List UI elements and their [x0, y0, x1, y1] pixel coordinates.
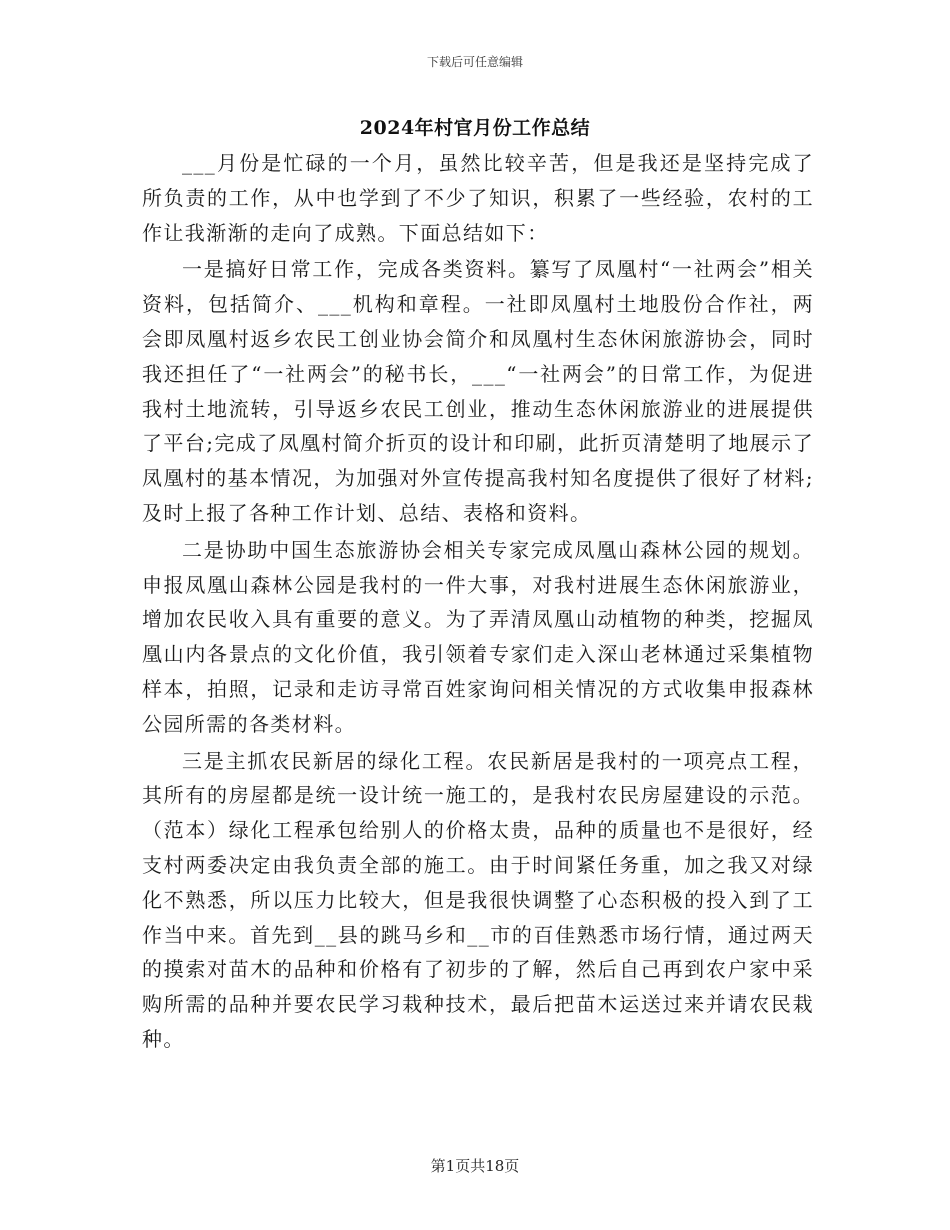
paragraph-item-1: 一是搞好日常工作，完成各类资料。纂写了凤凰村“一社两会”相关资料，包括简介、___机构和章程。一社即凤凰村土地股份合作社，两会即凤凰村返乡农民工创业协会简介和凤凰村生态休闲旅游协会，同时我还担任了“一社两会”的秘书长，___“一社两会”的日常工作，为促进我村土地流转，引导返乡农民工创业，推动生态休闲旅游业的进展提供了平台;完成了凤凰村简介折页的设计和印刷，此折页清楚明了地展示了凤凰村的基本情况，为加强对外宣传提高我村知名度提供了很好了材料;及时上报了各种工作计划、总结、表格和资料。 — [142, 257, 814, 525]
paragraph-item-3: 三是主抓农民新居的绿化工程。农民新居是我村的一项亮点工程，其所有的房屋都是统一设计统一施工的，是我村农民房屋建设的示范。（范本）绿化工程承包给别人的价格太贵，品种的质量也不是很好，经支村两委决定由我负责全部的施工。由于时间紧任务重，加之我又对绿化不熟悉，所以压力比较大，但是我很快调整了心态积极的投入到了工作当中来。首先到__县的跳马乡和__市的百佳熟悉市场行情，通过两天的摸索对苗木的品种和价格有了初步的了解，然后自己再到农户家中采购所需的品种并要农民学习栽种技术，最后把苗木运送过来并请农民栽种。 — [142, 748, 814, 1051]
document-body — [142, 146, 814, 1057]
paragraph-item-2: 二是协助中国生态旅游协会相关专家完成凤凰山森林公园的规划。申报凤凰山森林公园是我村的一件大事，对我村进展生态休闲旅游业，增加农民收入具有重要的意义。为了弄清凤凰山动植物的种类，挖掘凤凰山内各景点的文化价值，我引领着专家们走入深山老林通过采集植物样本，拍照，记录和走访寻常百姓家询问相关情况的方式收集申报森林公园所需的各类材料。 — [142, 537, 814, 736]
page-number: 第1页共18页 — [430, 1157, 520, 1175]
header-note: 下载后可任意编辑 — [426, 55, 523, 69]
paragraph-intro: ___月份是忙碌的一个月，虽然比较辛苦，但是我还是坚持完成了所负责的工作，从中也学到了不少了知识，积累了一些经验，农村的工作让我渐渐的走向了成熟。下面总结如下： — [142, 151, 814, 245]
document-title: 2024年村官月份工作总结 — [359, 117, 591, 139]
